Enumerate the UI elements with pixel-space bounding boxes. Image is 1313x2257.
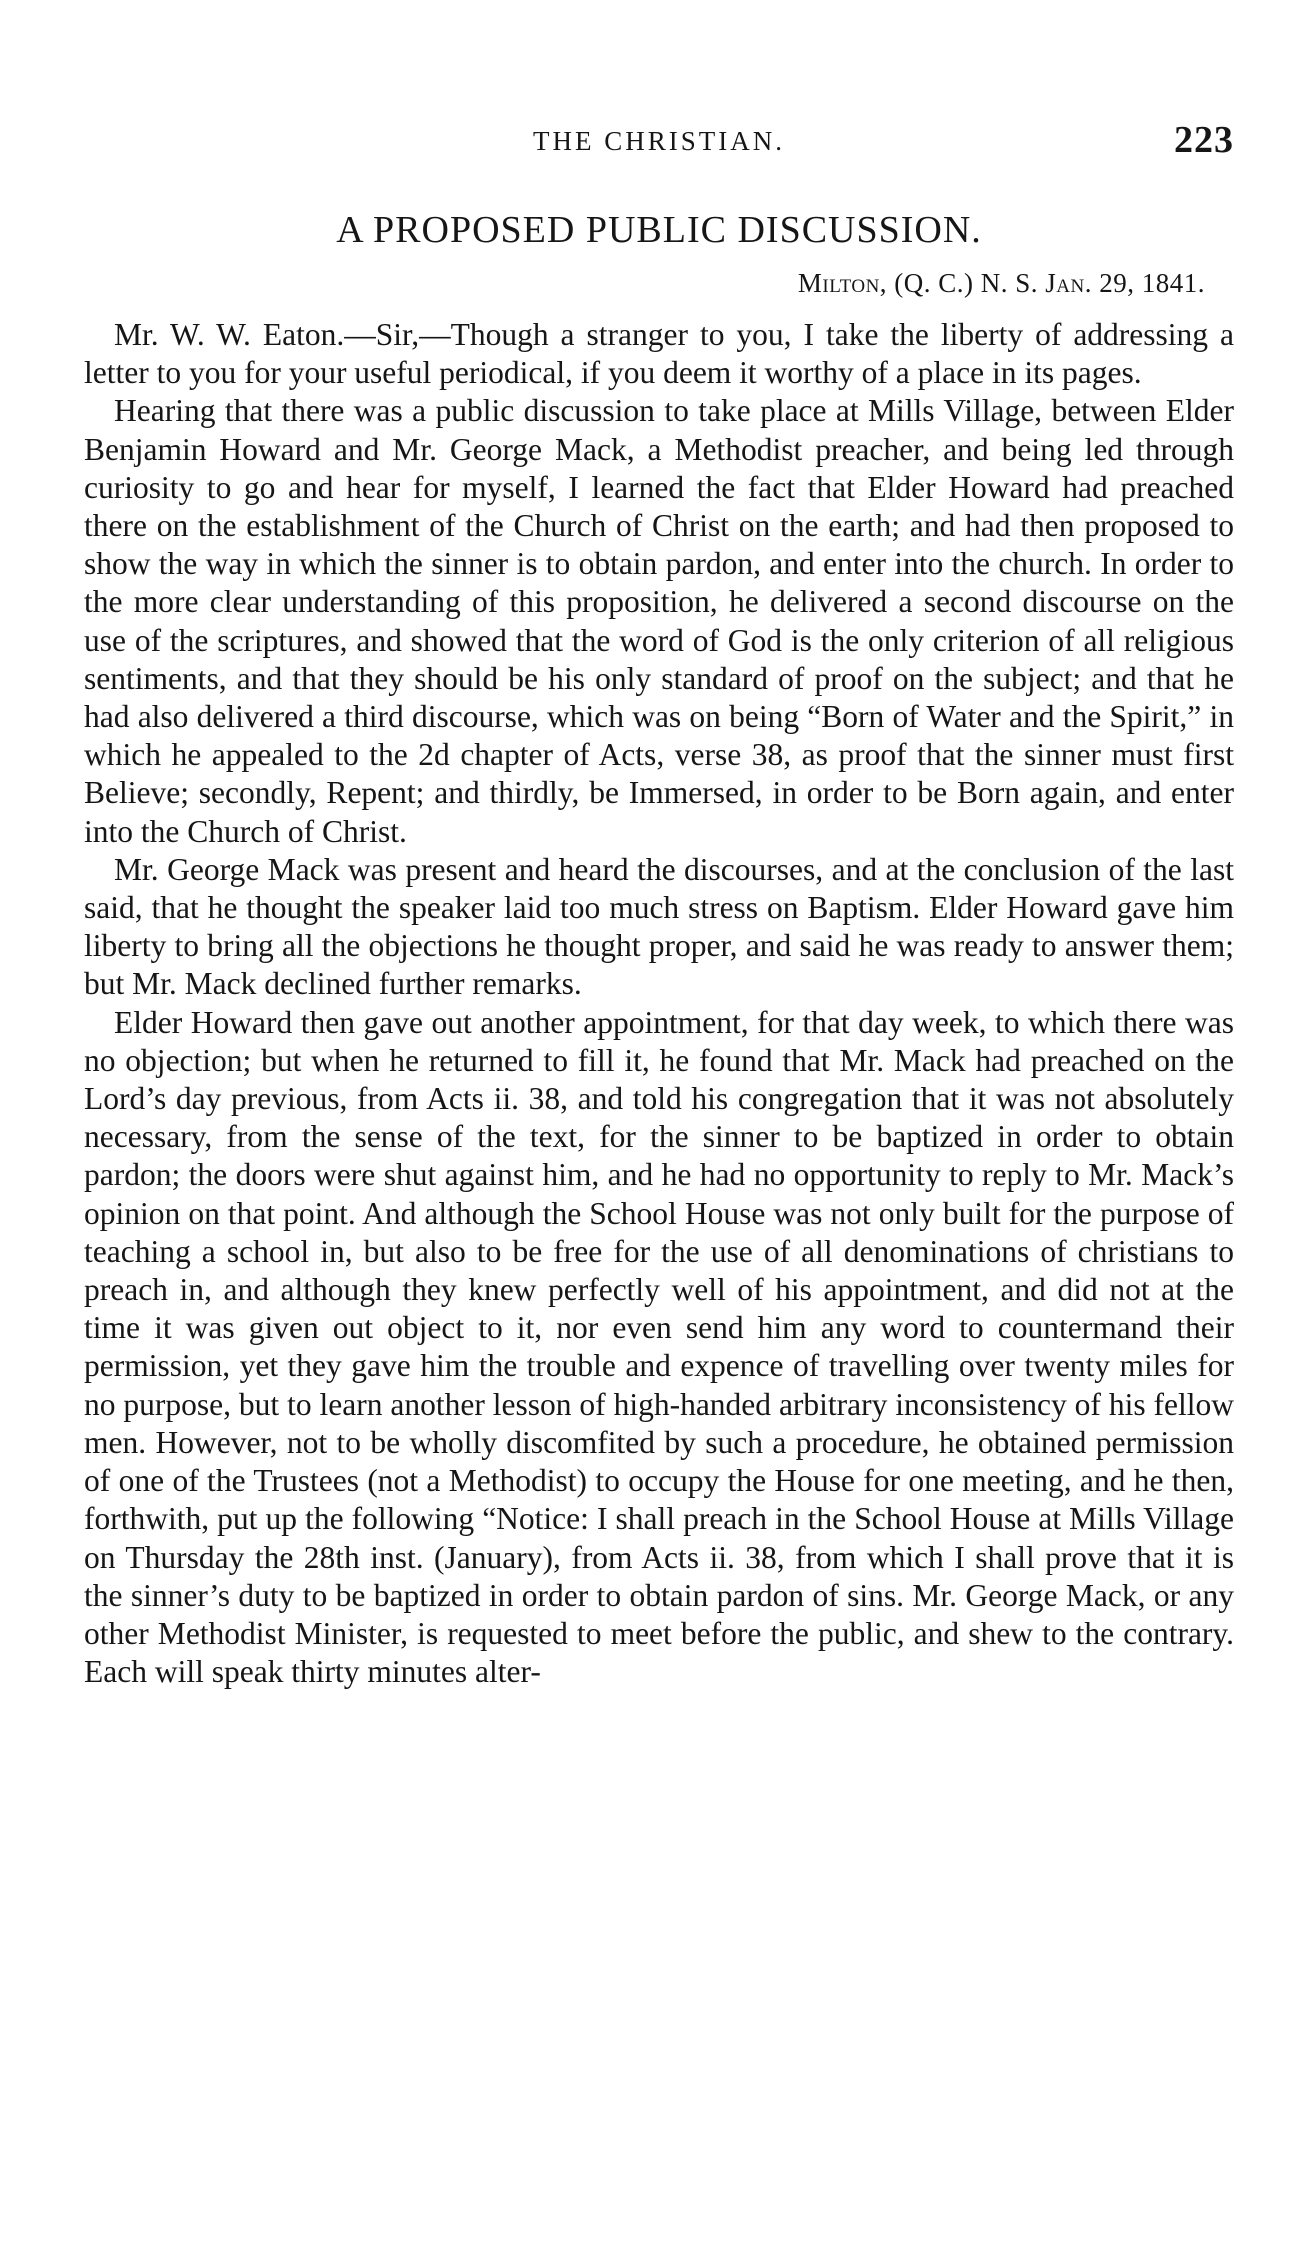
paragraph: Mr. George Mack was present and heard the discourses, and at the conclusion of the last said, that he thought the speaker laid too much stress on Baptism. Elder Howard gave him liberty to bring all the objections he thought proper, and said he was ready to answer them; but Mr. Mack declined further remarks.: [84, 851, 1234, 1002]
article-title: A PROPOSED PUBLIC DISCUSSION.: [336, 209, 982, 251]
paragraph: Mr. W. W. Eaton.—Sir,—Though a stranger to you, I take the liberty of addressing a letter to you for your useful periodical, if you deem it worthy of a place in its pages.: [84, 317, 1234, 391]
paragraph: Hearing that there was a public discussion to take place at Mills Village, between Elder Benjamin Howard and Mr. George Mack, a Methodist preacher, and being led through curiosity to go and hear for myself, I learned the fact that Elder Howard had preached there on the establishment of the Church of Christ on the earth; and had then proposed to show the way in which the sinner is to obtain pardon, and enter into the church. In order to the more clear understanding of this proposition, he delivered a second discourse on the use of the scriptures, and showed that the word of God is the only criterion of all religious sentiments, and that they should be his only standard of proof on the subject; and that he had also delivered a third discourse, which was on being “Born of Water and the Spirit,” in which he appealed to the 2d chapter of Acts, verse 38, as proof that the sinner must first Believe; secondly, Repent; and thirdly, be Immersed, in order to be Born again, and enter into the Church of Christ.: [84, 393, 1234, 849]
running-title: THE CHRISTIAN.: [533, 126, 785, 156]
running-head: [84, 118, 1234, 168]
dateline: Milton, (Q. C.) N. S. Jan. 29, 1841.: [797, 268, 1205, 298]
paragraph: Elder Howard then gave out another appointment, for that day week, to which there was no objection; but when he returned to fill it, he found that Mr. Mack had preached on the Lord’s day previous, from Acts ii. 38, and told his congregation that it was not absolutely necessary, from the sense of the text, for the sinner to be baptized in order to obtain pardon; the doors were shut against him, and he had no opportunity to reply to Mr. Mack’s opinion on that point. And although the School House was not only built for the purpose of teaching a school in, but also to be free for the use of all denominations of christians to preach in, and although they knew perfectly well of his appointment, and did not at the time it was given out object to it, nor even send him any word to countermand their permission, yet they gave him the trouble and expence of travelling over twenty miles for no purpose, but to learn another lesson of high-handed arbitrary inconsistency of his fellow men. However, not to be wholly discomfited by such a procedure, he obtained permission of one of the Trustees (not a Methodist) to occupy the House for one meeting, and he then, forthwith, put up the following “Notice: I shall preach in the School House at Mills Village on Thursday the 28th inst. (January), from Acts ii. 38, from which I shall prove that it is the sinner’s duty to be baptized in order to obtain pardon of sins. Mr. George Mack, or any other Methodist Minister, is requested to meet before the public, and shew to the contrary. Each will speak thirty minutes alter-: [84, 1004, 1234, 1690]
article-body: [84, 316, 1234, 1691]
page-number: 223: [1174, 119, 1234, 161]
